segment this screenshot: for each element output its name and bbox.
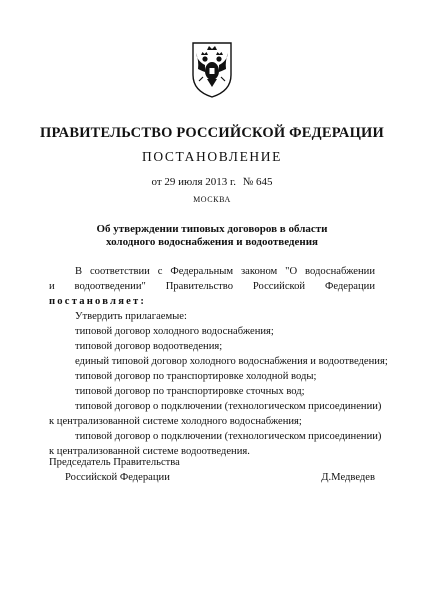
list-item: единый типовой договор холодного водоснабжения и водоотведения; <box>75 356 388 367</box>
document-number: № 645 <box>242 176 273 188</box>
document-date: от 29 июля 2013 г. <box>151 176 237 188</box>
signature-block <box>49 455 375 485</box>
list-item-continuation: к централизованной системе холодного водоснабжения; <box>49 416 302 427</box>
document-type: ПОСТАНОВЛЕНИЕ <box>142 149 282 164</box>
signatory-position: Председатель Правительства <box>49 457 180 468</box>
heading-line: холодного водоснабжения и водоотведения <box>105 236 319 248</box>
signatory-name: Д.Медведев <box>321 472 375 483</box>
document-body <box>49 264 388 459</box>
list-item: типовой договор водоотведения; <box>75 341 223 352</box>
government-title: ПРАВИТЕЛЬСТВО РОССИЙСКОЙ ФЕДЕРАЦИИ <box>39 125 385 141</box>
document-heading <box>60 223 364 249</box>
list-item-continuation: к централизованной системе водоотведения. <box>49 446 250 457</box>
heading-line: Об утверждении типовых договоров в области <box>96 223 328 235</box>
list-item: типовой договор по транспортировке холодной воды; <box>75 371 317 382</box>
date-line <box>0 176 424 188</box>
intro-line: и водоотведении" Правительство Российской Федерации <box>49 281 375 292</box>
intro-line: В соответствии с Федеральным законом "О водоснабжении <box>75 266 375 277</box>
list-item: типовой договор холодного водоснабжения; <box>75 326 274 337</box>
approve-line: Утвердить прилагаемые: <box>75 311 187 322</box>
coat-of-arms-icon <box>188 39 236 99</box>
decree-word: постановляет: <box>49 296 147 307</box>
signatory-position: Российской Федерации <box>65 472 170 483</box>
list-item: типовой договор по транспортировке сточных вод; <box>75 386 305 397</box>
list-item: типовой договор о подключении (технологическом присоединении) <box>75 431 382 442</box>
document-place: МОСКВА <box>193 195 231 204</box>
list-item: типовой договор о подключении (технологическом присоединении) <box>75 401 382 412</box>
